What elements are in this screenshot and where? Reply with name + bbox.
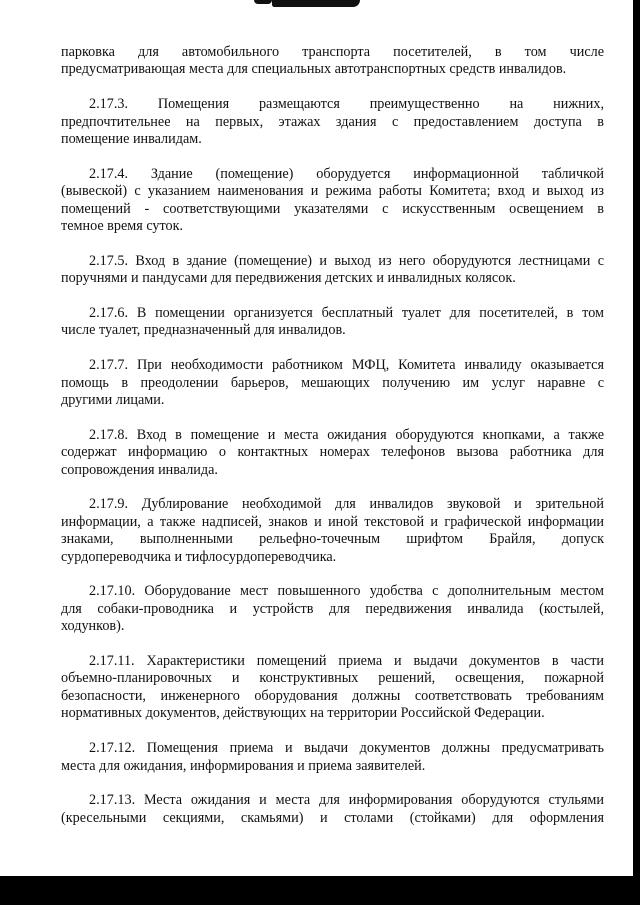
text-line: содержат информацию о контактных номерах телефонов вызова работника для (61, 444, 604, 461)
scan-artifact (272, 0, 360, 7)
text-line: предусматривающая места для специальных автотранспортных средств инвалидов. (61, 61, 567, 78)
text-line: помещений - соответствующими указателями с искусственным освещением в (61, 200, 604, 217)
paragraph (61, 653, 604, 723)
text-line: помощь в преодолении барьеров, мешающих получению им услуг наравне с (61, 374, 604, 391)
text-line: числе туалет, предназначенный для инвалидов. (61, 322, 346, 339)
paragraph (61, 96, 604, 148)
text-line: объемно-планировочных и конструктивных решений, освещения, пожарной (61, 670, 604, 687)
text-line: темное время суток. (61, 218, 184, 235)
text-line: 2.17.12. Помещения приема и выдачи документов должны предусматривать (89, 740, 604, 757)
text-line: места для ожидания, информирования и приема заявителей. (61, 757, 426, 774)
text-line: ходунков). (61, 618, 125, 635)
text-line: другими лицами. (61, 392, 165, 409)
paragraph (61, 253, 604, 288)
text-line: 2.17.9. Дублирование необходимой для инвалидов звуковой и зрительной (89, 496, 604, 513)
text-line: сопровождения инвалида. (61, 461, 218, 478)
paragraph (61, 305, 604, 340)
scan-border (633, 0, 640, 876)
text-line: парковка для автомобильного транспорта посетителей, в том числе (61, 44, 604, 60)
text-line: 2.17.13. Места ожидания и места для информирования оборудуются стульями (89, 792, 604, 809)
text-line: знаками, выполненными рельефно-точечным шрифтом Брайля, допуск (61, 531, 604, 548)
text-line: для собаки-проводника и устройств для передвижения инвалида (костылей, (61, 600, 604, 617)
text-line: 2.17.10. Оборудование мест повышенного удобства с дополнительным местом (89, 583, 604, 600)
text-line: предпочтительнее на первых, этажах здания с предоставлением доступа в (61, 113, 604, 130)
text-line: поручнями и пандусами для передвижения детских и инвалидных колясок. (61, 270, 516, 287)
paragraph (61, 792, 604, 827)
paragraph (61, 44, 604, 79)
text-line: 2.17.4. Здание (помещение) оборудуется информационной табличкой (89, 165, 604, 182)
text-line: 2.17.7. При необходимости работником МФЦ, Комитета инвалиду оказывается (89, 357, 604, 374)
text-line: (кресельными секциями, скамьями) и столами (стойками) для оформления (61, 809, 604, 826)
text-line: 2.17.8. Вход в помещение и места ожидания оборудуются кнопками, а также (89, 426, 604, 443)
text-line: (вывеской) с указанием наименования и режима работы Комитета; вход и выход из (61, 183, 604, 200)
text-line: 2.17.3. Помещения размещаются преимущественно на нижних, (89, 96, 604, 113)
paragraph (61, 166, 604, 236)
paragraph (61, 357, 604, 409)
text-line: информации, а также надписей, знаков и иной текстовой и графической информации (61, 513, 604, 530)
text-line: сурдопереводчика и тифлосурдопереводчика. (61, 548, 337, 565)
paragraph (61, 740, 604, 775)
paragraph (61, 583, 604, 635)
text-line: 2.17.6. В помещении организуется бесплатный туалет для посетителей, в том (89, 305, 604, 322)
text-line: нормативных документов, действующих на территории Российской Федерации. (61, 705, 545, 722)
paragraph (61, 427, 604, 479)
text-line: помещение инвалидам. (61, 131, 202, 148)
text-line: 2.17.5. Вход в здание (помещение) и выход из него оборудуются лестницами с (89, 252, 604, 269)
document-body (61, 44, 604, 845)
scan-artifact (254, 0, 272, 4)
text-line: 2.17.11. Характеристики помещений приема и выдачи документов в части (89, 653, 604, 670)
paragraph (61, 496, 604, 566)
text-line: безопасности, инженерного оборудования должны соответствовать требованиям (61, 687, 604, 704)
